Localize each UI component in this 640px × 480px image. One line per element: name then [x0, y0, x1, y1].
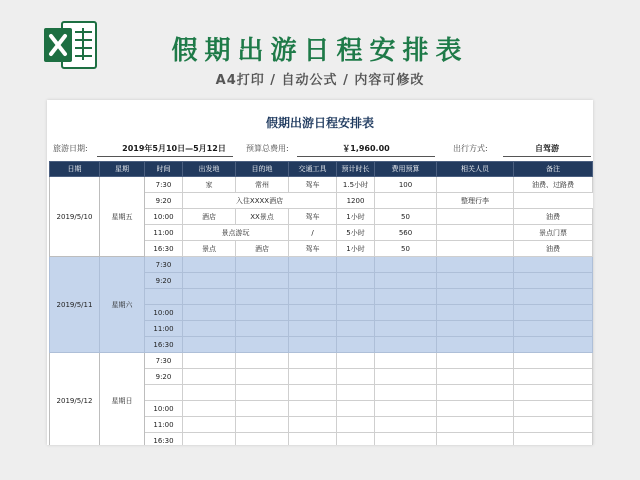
travel-date-label: 旅游日期: — [53, 144, 88, 153]
duration-cell[interactable] — [337, 289, 375, 305]
time-cell[interactable]: 7:30 — [145, 257, 183, 273]
to-cell[interactable] — [236, 273, 289, 289]
from-cell[interactable] — [183, 385, 236, 401]
from-cell[interactable] — [183, 257, 236, 273]
page-subtitle: A4打印 / 自动公式 / 内容可修改 — [215, 73, 425, 88]
transport-cell[interactable] — [289, 385, 337, 401]
mode-label: 出行方式: — [453, 144, 488, 153]
table-row — [50, 257, 593, 273]
cost-cell[interactable]: 1200 — [337, 193, 375, 209]
column-header: 时间 — [145, 162, 183, 177]
from-cell[interactable] — [183, 417, 236, 433]
note-cell[interactable] — [514, 337, 593, 353]
cost-cell[interactable] — [375, 369, 437, 385]
cost-cell[interactable] — [375, 353, 437, 369]
duration-cell[interactable] — [337, 417, 375, 433]
people-cell[interactable] — [437, 273, 514, 289]
duration-cell[interactable]: 1小时 — [337, 241, 375, 257]
time-cell[interactable]: 9:20 — [145, 193, 183, 209]
note-cell[interactable] — [514, 369, 593, 385]
transport-cell[interactable] — [289, 321, 337, 337]
cost-cell[interactable]: 560 — [375, 225, 437, 241]
page-title: 假期出游日程安排表 — [171, 36, 469, 66]
time-cell[interactable]: 10:00 — [145, 305, 183, 321]
duration-cell[interactable]: 1.5小时 — [337, 177, 375, 193]
cost-cell[interactable] — [375, 385, 437, 401]
note-cell[interactable] — [514, 433, 593, 446]
from-cell[interactable] — [183, 305, 236, 321]
time-cell[interactable]: 11:00 — [145, 225, 183, 241]
to-cell[interactable] — [236, 417, 289, 433]
time-cell[interactable] — [145, 289, 183, 305]
note-cell[interactable] — [514, 401, 593, 417]
note-cell[interactable]: 油费 — [514, 241, 593, 257]
cost-cell[interactable] — [375, 417, 437, 433]
cost-cell[interactable]: 50 — [375, 241, 437, 257]
from-cell[interactable]: 酒店 — [183, 209, 236, 225]
time-cell[interactable]: 7:30 — [145, 353, 183, 369]
note-cell[interactable] — [514, 321, 593, 337]
cost-cell[interactable] — [375, 273, 437, 289]
cost-cell[interactable]: 50 — [375, 209, 437, 225]
transport-cell[interactable]: 驾车 — [289, 241, 337, 257]
to-cell[interactable]: XX景点 — [236, 209, 289, 225]
note-cell[interactable] — [514, 305, 593, 321]
people-cell[interactable] — [437, 305, 514, 321]
cost-cell[interactable]: 100 — [375, 177, 437, 193]
table-row — [50, 177, 593, 193]
cost-cell[interactable] — [375, 401, 437, 417]
people-cell[interactable] — [437, 353, 514, 369]
note-cell[interactable] — [514, 417, 593, 433]
people-cell[interactable] — [437, 369, 514, 385]
from-cell[interactable] — [183, 321, 236, 337]
to-cell[interactable] — [236, 289, 289, 305]
duration-cell[interactable] — [337, 433, 375, 446]
duration-cell[interactable]: 5小时 — [337, 225, 375, 241]
from-cell[interactable]: 景点 — [183, 241, 236, 257]
to-cell[interactable] — [236, 257, 289, 273]
schedule-table — [49, 161, 593, 445]
to-cell[interactable] — [236, 369, 289, 385]
to-cell[interactable]: 酒店 — [236, 241, 289, 257]
time-cell[interactable]: 16:30 — [145, 241, 183, 257]
note-cell[interactable] — [514, 289, 593, 305]
people-cell[interactable] — [437, 337, 514, 353]
duration-cell[interactable] — [337, 401, 375, 417]
from-cell[interactable] — [183, 353, 236, 369]
cost-cell[interactable] — [375, 305, 437, 321]
transport-cell[interactable]: / — [289, 225, 337, 241]
travel-date-underline — [97, 156, 233, 157]
from-cell[interactable] — [183, 273, 236, 289]
schedule-sheet — [47, 100, 593, 445]
from-cell[interactable] — [183, 289, 236, 305]
column-header: 星期 — [100, 162, 145, 177]
mode-underline — [503, 156, 591, 157]
from-cell[interactable] — [183, 401, 236, 417]
weekday-cell[interactable]: 星期日 — [100, 353, 145, 446]
transport-cell[interactable] — [289, 401, 337, 417]
sheet-title: 假期出游日程安排表 — [265, 116, 374, 130]
people-cell[interactable] — [437, 401, 514, 417]
date-cell[interactable]: 2019/5/12 — [50, 353, 100, 446]
mode-value[interactable]: 自驾游 — [535, 144, 559, 153]
time-cell[interactable]: 9:20 — [145, 369, 183, 385]
duration-cell[interactable] — [337, 353, 375, 369]
column-header: 备注 — [514, 162, 593, 177]
transport-cell[interactable] — [289, 305, 337, 321]
budget-label: 预算总费用: — [246, 144, 289, 153]
cost-cell[interactable] — [375, 257, 437, 273]
people-cell[interactable] — [437, 241, 514, 257]
to-cell[interactable] — [236, 433, 289, 446]
table-row — [50, 353, 593, 369]
weekday-cell[interactable]: 星期六 — [100, 257, 145, 353]
people-cell[interactable] — [437, 209, 514, 225]
duration-cell[interactable] — [337, 305, 375, 321]
from-cell[interactable] — [183, 337, 236, 353]
budget-value[interactable]: ￥1,960.00 — [342, 144, 390, 153]
transport-cell[interactable] — [289, 257, 337, 273]
time-cell[interactable]: 10:00 — [145, 401, 183, 417]
transport-cell[interactable]: 驾车 — [289, 177, 337, 193]
transport-cell[interactable] — [289, 353, 337, 369]
note-cell[interactable]: 油费、过路费 — [514, 177, 593, 193]
people-cell[interactable] — [437, 417, 514, 433]
duration-cell[interactable] — [337, 337, 375, 353]
note-cell[interactable]: 油费 — [514, 209, 593, 225]
people-cell[interactable] — [437, 321, 514, 337]
time-cell[interactable]: 16:30 — [145, 433, 183, 446]
merged-activity-cell[interactable]: 景点游玩 — [183, 225, 289, 241]
time-cell[interactable]: 9:20 — [145, 273, 183, 289]
note-cell[interactable] — [514, 353, 593, 369]
time-cell[interactable] — [145, 385, 183, 401]
note-cell[interactable] — [514, 385, 593, 401]
people-cell[interactable] — [437, 225, 514, 241]
cost-cell[interactable] — [375, 321, 437, 337]
transport-cell[interactable] — [289, 273, 337, 289]
table-header-row — [50, 162, 593, 177]
to-cell[interactable] — [236, 337, 289, 353]
note-cell[interactable]: 整理行李 — [437, 193, 514, 209]
transport-cell[interactable] — [289, 289, 337, 305]
transport-cell[interactable] — [289, 417, 337, 433]
column-header: 出发地 — [183, 162, 236, 177]
column-header: 目的地 — [236, 162, 289, 177]
column-header: 相关人员 — [437, 162, 514, 177]
note-cell[interactable]: 景点门票 — [514, 225, 593, 241]
duration-cell[interactable] — [337, 273, 375, 289]
time-cell[interactable]: 16:30 — [145, 337, 183, 353]
column-header: 预计时长 — [337, 162, 375, 177]
transport-cell[interactable] — [289, 337, 337, 353]
to-cell[interactable] — [236, 321, 289, 337]
people-cell[interactable] — [437, 177, 514, 193]
to-cell[interactable] — [236, 385, 289, 401]
time-cell[interactable]: 10:00 — [145, 209, 183, 225]
duration-cell[interactable] — [337, 321, 375, 337]
cost-cell[interactable] — [375, 433, 437, 446]
travel-date-value[interactable]: 2019年5月10日—5月12日 — [122, 144, 226, 153]
to-cell[interactable]: 常州 — [236, 177, 289, 193]
duration-cell[interactable] — [337, 385, 375, 401]
transport-cell[interactable]: 驾车 — [289, 209, 337, 225]
merged-activity-cell[interactable]: 入住XXXX酒店 — [183, 193, 337, 209]
time-cell[interactable]: 11:00 — [145, 417, 183, 433]
to-cell[interactable] — [236, 353, 289, 369]
to-cell[interactable] — [236, 305, 289, 321]
column-header: 费用预算 — [375, 162, 437, 177]
transport-cell[interactable] — [289, 433, 337, 446]
people-cell[interactable] — [437, 385, 514, 401]
budget-underline — [297, 156, 435, 157]
duration-cell[interactable] — [337, 369, 375, 385]
to-cell[interactable] — [236, 401, 289, 417]
note-cell[interactable] — [514, 273, 593, 289]
transport-cell[interactable] — [289, 369, 337, 385]
from-cell[interactable]: 家 — [183, 177, 236, 193]
note-cell[interactable] — [514, 257, 593, 273]
cost-cell[interactable] — [375, 289, 437, 305]
time-cell[interactable]: 11:00 — [145, 321, 183, 337]
people-cell[interactable] — [437, 257, 514, 273]
people-cell[interactable] — [437, 433, 514, 446]
from-cell[interactable] — [183, 433, 236, 446]
people-cell[interactable] — [437, 289, 514, 305]
duration-cell[interactable]: 1小时 — [337, 209, 375, 225]
people-cell[interactable] — [375, 193, 437, 209]
duration-cell[interactable] — [337, 257, 375, 273]
column-header: 交通工具 — [289, 162, 337, 177]
time-cell[interactable]: 7:30 — [145, 177, 183, 193]
date-cell[interactable]: 2019/5/11 — [50, 257, 100, 353]
weekday-cell[interactable]: 星期五 — [100, 177, 145, 257]
cost-cell[interactable] — [375, 337, 437, 353]
from-cell[interactable] — [183, 369, 236, 385]
date-cell[interactable]: 2019/5/10 — [50, 177, 100, 257]
column-header: 日期 — [50, 162, 100, 177]
